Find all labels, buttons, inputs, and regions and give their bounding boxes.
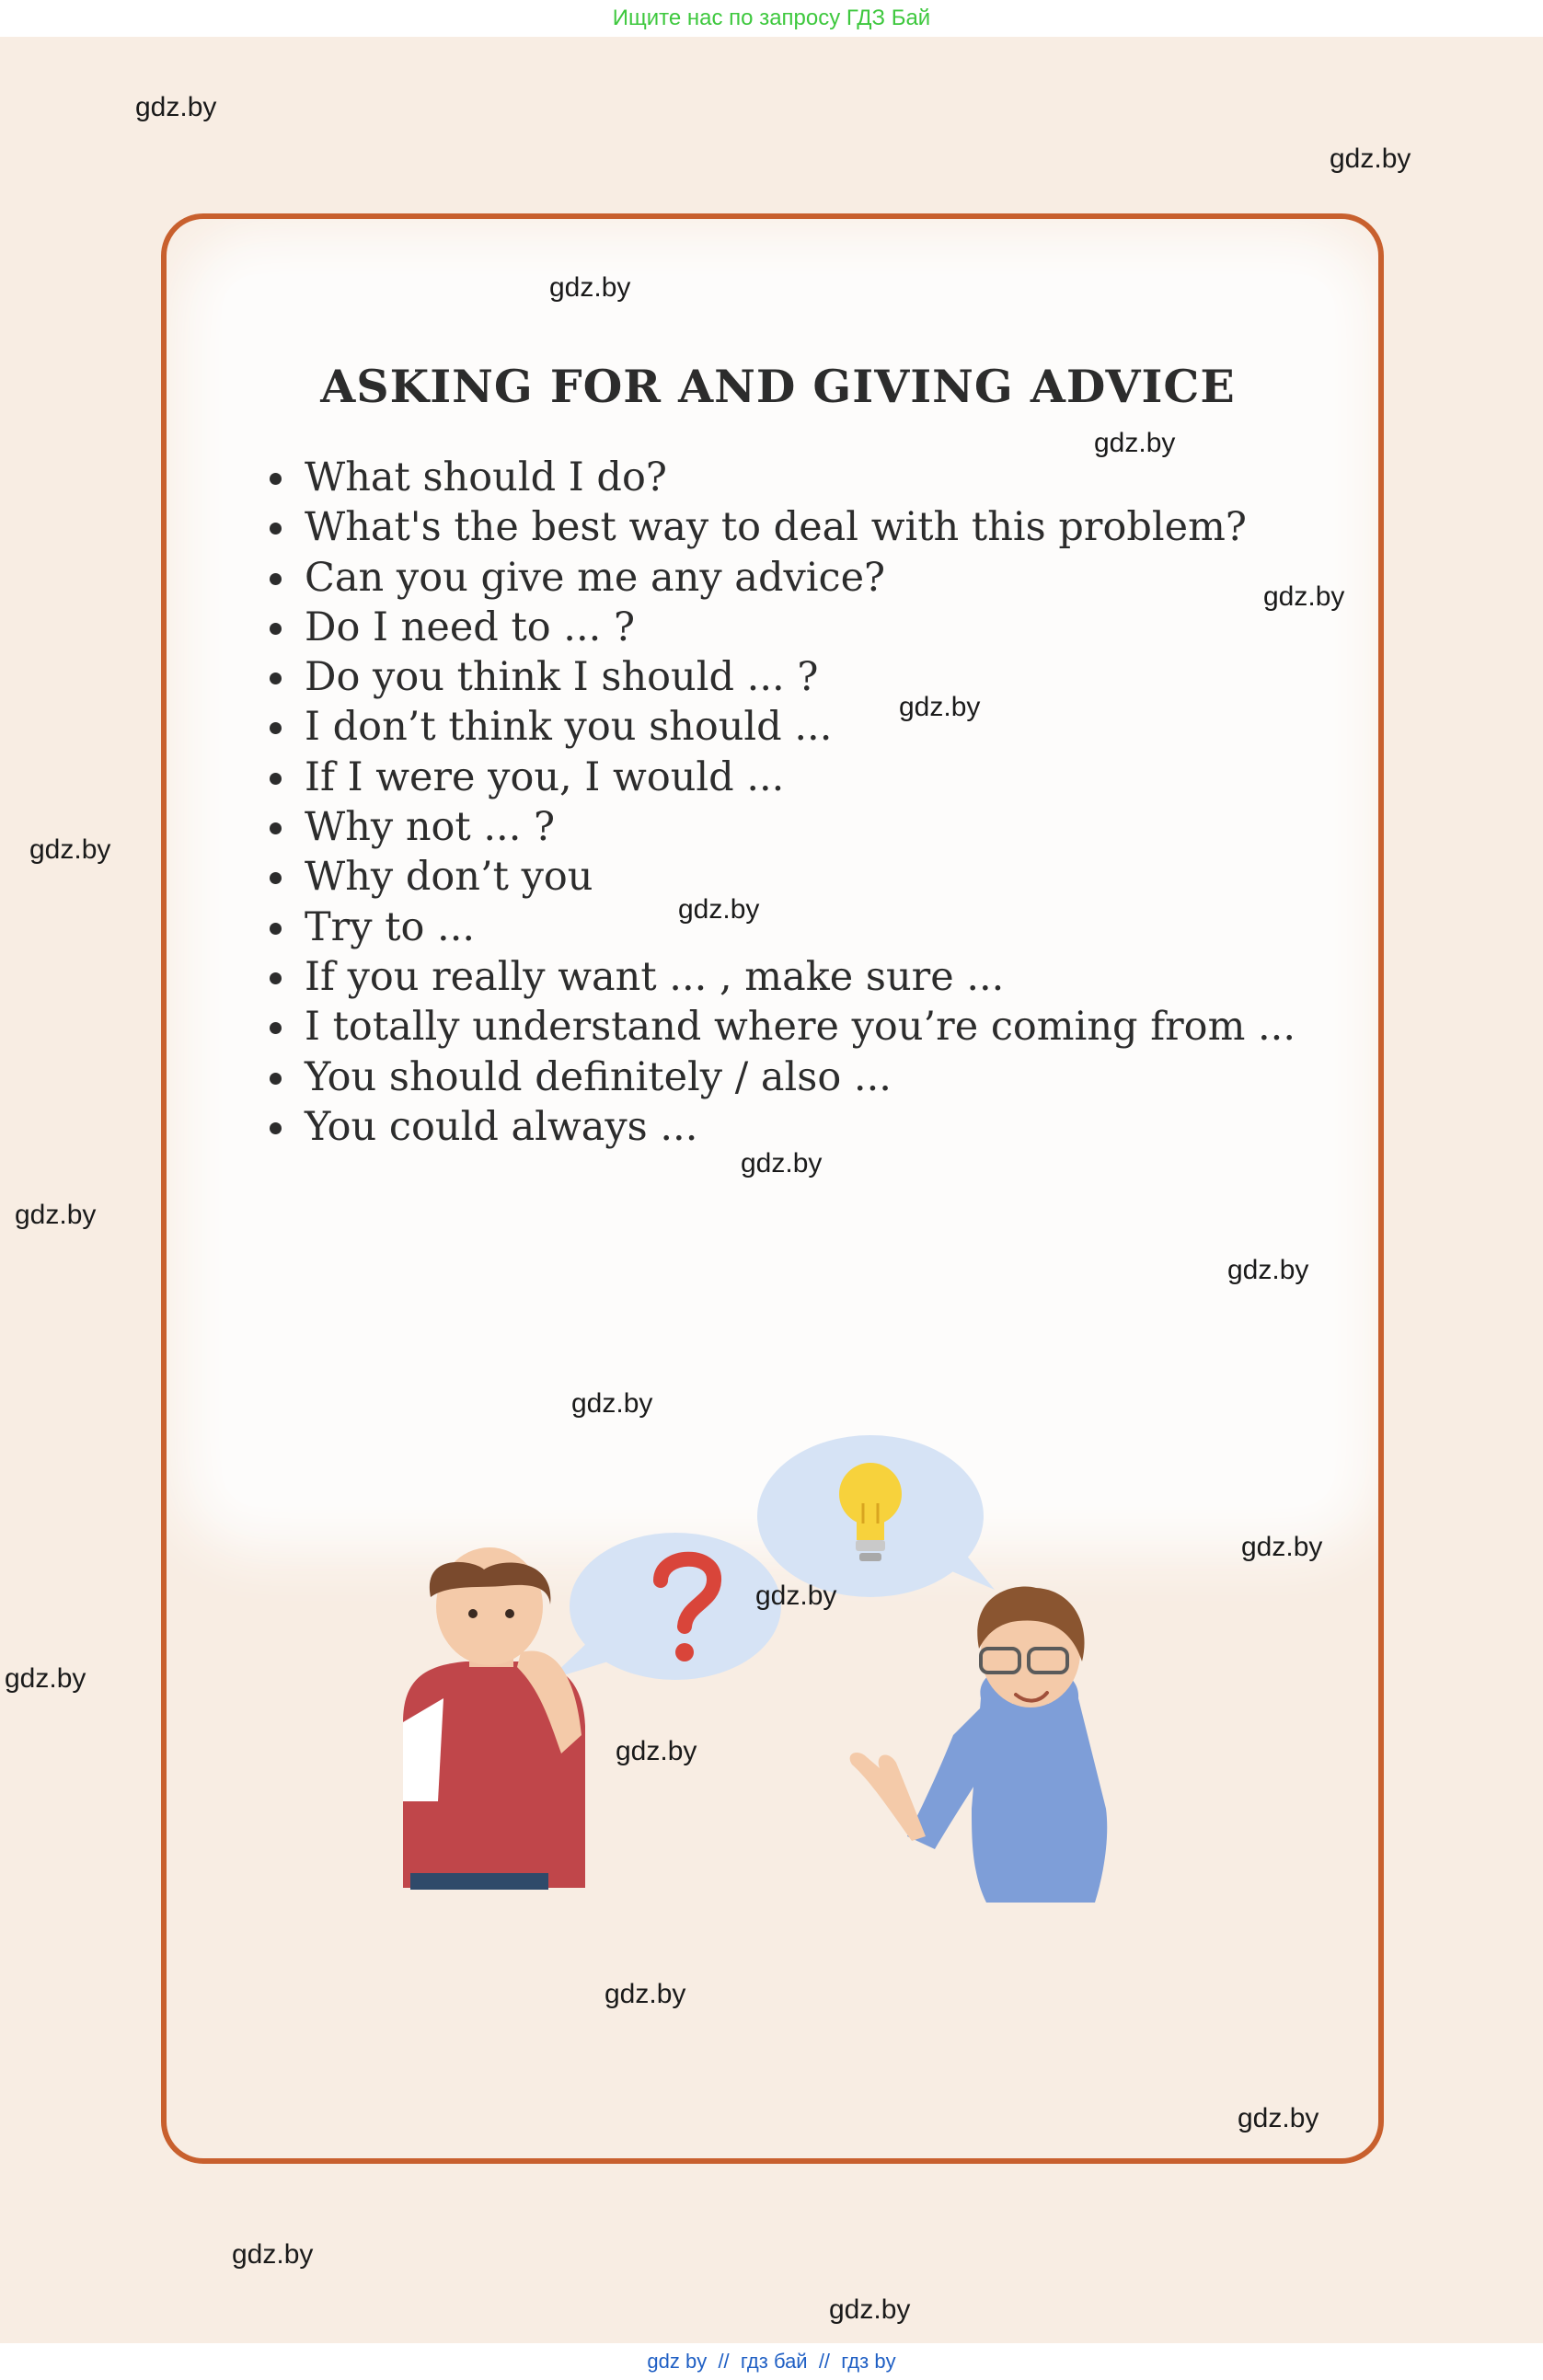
phrase-item: Can you give me any advice? [268,553,1295,603]
advice-illustration [167,219,1384,2164]
bottom-banner [0,2343,1543,2380]
watermark-text: gdz.by [549,272,631,303]
watermark-text: gdz.by [616,1736,697,1766]
watermark-text: gdz.by [678,894,760,925]
thinking-boy [403,1547,585,1890]
phrase-item: Why not ... ? [268,802,1295,852]
watermark-text: gdz.by [899,692,981,722]
phrase-item: If I were you, I would ... [268,753,1295,802]
watermark-text: gdz.by [1241,1532,1323,1562]
watermark-text: gdz.by [1227,1255,1309,1285]
phrase-item: Try to ... [268,903,1295,952]
watermark-text: gdz.by [741,1148,823,1179]
watermark-text: gdz.by [1263,581,1345,612]
watermark-text: gdz.by [232,2239,314,2270]
watermark-text: gdz.by [571,1388,653,1419]
phrase-item: You could always ... [268,1102,1295,1152]
card-title: ASKING FOR AND GIVING ADVICE [320,360,1236,413]
phrase-item: Do you think I should ... ? [268,652,1295,702]
watermark-text: gdz.by [755,1581,837,1611]
watermark-text: gdz.by [829,2294,911,2325]
phrase-item: What's the best way to deal with this problem? [268,502,1295,552]
watermark-text: gdz.by [5,1663,86,1694]
phrase-item: You should definitely / also ... [268,1052,1295,1102]
explaining-man [850,1586,1108,1903]
watermark-text: gdz.by [29,834,111,865]
advice-card [161,213,1384,2164]
idea-bubble [757,1435,995,1597]
phrase-item: Do I need to ... ? [268,603,1295,652]
phrase-item: I totally understand where you’re coming from ... [268,1002,1295,1052]
question-bubble [548,1533,781,1680]
watermark-text: gdz.by [135,92,217,122]
top-banner [0,0,1543,37]
phrase-item: Why don’t you [268,852,1295,902]
top-banner-text: Ищите нас по запросу ГДЗ Бай [612,6,931,30]
phrase-item: I don’t think you should ... [268,702,1295,752]
watermark-text: gdz.by [1238,2103,1319,2133]
phrase-item: What should I do? [268,453,1295,502]
phrase-item: If you really want ... , make sure ... [268,952,1295,1002]
watermark-text: gdz.by [1330,144,1411,174]
bottom-banner-links[interactable]: gdz by // гдз бай // гдз by [647,2350,896,2373]
watermark-text: gdz.by [1094,428,1176,458]
watermark-text: gdz.by [605,1979,686,2009]
watermark-text: gdz.by [15,1200,97,1230]
